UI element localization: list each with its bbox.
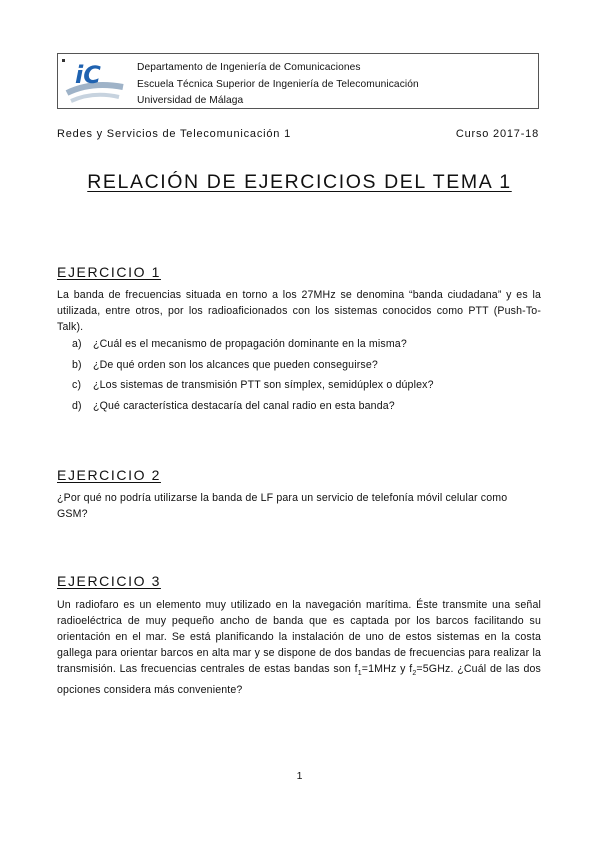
question-text: ¿Qué característica destacaría del canal radio en esta banda?: [93, 399, 395, 412]
question-text: ¿Los sistemas de transmisión PTT son símplex, semidúplex o dúplex?: [93, 379, 434, 391]
page-number: 1: [296, 770, 303, 782]
question-letter: b): [72, 358, 82, 371]
exercise-1-text: La banda de frecuencias situada en torno a los 27MHz se denomina “banda ciudadana” y es la utilizada, entre otros, por los radioaficionados con los sistemas conocidos como PTT (Push-To-Talk).: [57, 289, 541, 333]
question-item: [72, 400, 434, 421]
exercise-2-text: ¿Por qué no podría utilizarse la banda de LF para un servicio de telefonía móvil celular como GSM?: [57, 492, 508, 520]
department-lines: [137, 60, 419, 110]
question-item: [72, 359, 434, 380]
subject-name: Redes y Servicios de Telecomunicación 1: [57, 128, 291, 140]
exercise-3-heading: EJERCICIO 3: [57, 573, 161, 589]
university-name: Universidad de Málaga: [137, 95, 244, 106]
question-letter: c): [72, 379, 82, 391]
subscript: 1: [357, 670, 362, 678]
exercise-3-text-part: =5GHz. ¿Cuál de las dos opciones considera más conveniente?: [57, 663, 542, 697]
page-title: RELACIÓN DE EJERCICIOS DEL TEMA 1: [87, 171, 512, 193]
svg-text:iC: iC: [75, 61, 101, 89]
exercise-1-heading: EJERCICIO 1: [57, 264, 161, 280]
institution-header: [57, 53, 539, 109]
exercise-3-text-part: =1MHz y f: [361, 663, 413, 675]
department-name: Departamento de Ingeniería de Comunicaciones: [137, 62, 361, 73]
question-letter: d): [72, 399, 82, 412]
question-letter: a): [72, 338, 82, 350]
subscript: 2: [412, 670, 417, 678]
exercise-2-heading: EJERCICIO 2: [57, 467, 161, 483]
question-text: ¿De qué orden son los alcances que pueden conseguirse?: [93, 358, 378, 371]
exercise-3-text: [57, 597, 541, 698]
ic-logo-icon: [61, 57, 133, 107]
course-row: [57, 128, 539, 140]
exercise-3-text-part: Un radiofaro es un elemento muy utilizado en la navegación marítima. Éste transmite una señal radioeléctrica de muy pequeño ancho de banda que es captada por los barcos facilitando su orientación en el mar. Se está planificando la instalación de uno de estos sistemas en la costa gallega para orientar barcos en alta mar y se dispone de dos bandas de frecuencias para realizar la transmisión. Las frecuencias centrales de estas bandas son f: [57, 599, 541, 675]
school-name: Escuela Técnica Superior de Ingeniería de Telecomunicación: [137, 78, 419, 90]
question-text: ¿Cuál es el mecanismo de propagación dominante en la misma?: [93, 338, 407, 350]
exercise-1-questions: [72, 338, 434, 420]
course-year: Curso 2017-18: [455, 128, 539, 140]
question-item: [72, 379, 434, 400]
question-item: [72, 338, 434, 359]
